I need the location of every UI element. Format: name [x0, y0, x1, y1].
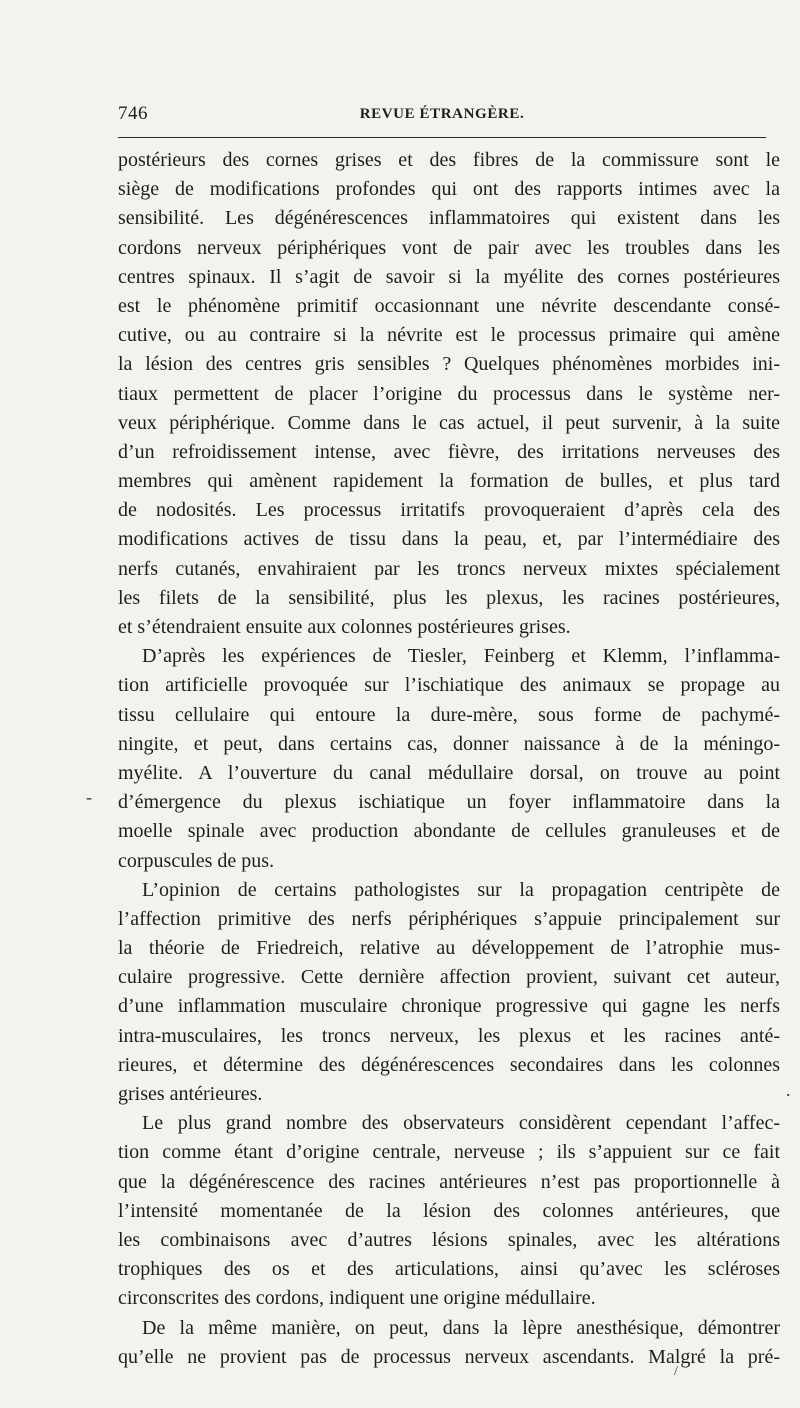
margin-slash-mark: / — [674, 1364, 678, 1379]
text-line: moelle spinale avec production abondante de cellules granuleuses et de — [118, 820, 780, 843]
text-line: la théorie de Friedreich, relative au développement de l’atrophie mus- — [118, 937, 780, 960]
text-line: postérieurs des cornes grises et des fibres de la commissure sont le — [118, 149, 780, 171]
text-line: siège de modifications profondes qui ont des rapports intimes avec la — [118, 178, 780, 201]
text-line: cordons nerveux périphériques vont de pair avec les troubles dans les — [118, 236, 780, 259]
text-line: membres qui amènent rapidement la formation de bulles, et plus tard — [118, 470, 780, 493]
text-line: l’intensité momentanée de la lésion des colonnes antérieures, que — [118, 1199, 780, 1222]
paragraph-end-line: et s’étendraient ensuite aux colonnes postérieures grises. — [118, 616, 571, 638]
header-rule — [118, 137, 766, 138]
text-line: les combinaisons avec d’autres lésions spinales, avec les altérations — [118, 1228, 780, 1251]
text-line: tiaux permettent de placer l’origine du processus dans le système ner- — [118, 382, 780, 405]
text-line: sensibilité. Les dégénérescences inflammatoires qui existent dans les — [118, 207, 780, 230]
text-line: est le phénomène primitif occasionnant une névrite descendante consé- — [118, 294, 780, 317]
paragraph-end-line: grises antérieures. — [118, 1083, 263, 1105]
text-line: qu’elle ne provient pas de processus nerveux ascendants. Malgré la pré- — [118, 1345, 780, 1368]
text-line: cutive, ou au contraire si la névrite est le processus primaire qui amène — [118, 324, 780, 347]
paragraph-start-line: L’opinion de certains pathologistes sur la propagation centripète de — [142, 878, 780, 901]
page-number: 746 — [118, 103, 148, 124]
paragraph-end-line: corpuscules de pus. — [118, 849, 275, 872]
page-header — [118, 103, 766, 131]
text-line: d’émergence du plexus ischiatique un foyer inflammatoire dans la — [118, 791, 780, 814]
text-line: tissu cellulaire qui entoure la dure-mère, sous forme de pachymé- — [118, 703, 780, 726]
margin-dot-mark: . — [786, 1080, 791, 1100]
text-line: l’affection primitive des nerfs périphériques s’appuie principalement sur — [118, 907, 780, 930]
text-line: culaire progressive. Cette dernière affection provient, suivant cet auteur, — [118, 966, 780, 989]
running-head: REVUE ÉTRANGÈRE. — [359, 106, 525, 122]
paragraph-start-line: De la même manière, on peut, dans la lèpre anesthésique, démontrer — [142, 1316, 780, 1339]
text-line: ningite, et peut, dans certains cas, donner naissance à de la méningo- — [118, 732, 780, 755]
text-line: nerfs cutanés, envahiraient par les troncs nerveux mixtes spécialement — [118, 557, 780, 580]
paragraph-start-line: D’après les expériences de Tiesler, Feinberg et Klemm, l’inflamma- — [142, 645, 780, 668]
body-text — [118, 146, 780, 1372]
text-line: modifications actives de tissu dans la peau, et, par l’intermédiaire des — [118, 528, 780, 551]
text-line: veux périphérique. Comme dans le cas actuel, il peut survenir, à la suite — [118, 411, 780, 434]
text-line: centres spinaux. Il s’agit de savoir si la myélite des cornes postérieures — [118, 265, 780, 288]
text-line: rieures, et détermine des dégénérescences secondaires dans les colonnes — [118, 1053, 780, 1076]
margin-dash-mark: - — [86, 787, 92, 807]
text-line: intra-musculaires, les troncs nerveux, les plexus et les racines anté- — [118, 1024, 780, 1047]
text-line: myélite. A l’ouverture du canal médullaire dorsal, on trouve au point — [118, 761, 780, 784]
text-line: tion comme étant d’origine centrale, nerveuse ; ils s’appuient sur ce fait — [118, 1141, 780, 1164]
text-line: tion artificielle provoquée sur l’ischiatique des animaux se propage au — [118, 674, 780, 697]
text-line: la lésion des centres gris sensibles ? Quelques phénomènes morbides ini- — [118, 353, 780, 376]
text-line: que la dégénérescence des racines antérieures n’est pas proportionnelle à — [118, 1170, 780, 1193]
text-line: d’un refroidissement intense, avec fièvre, des irritations nerveuses des — [118, 440, 780, 463]
text-line: d’une inflammation musculaire chronique progressive qui gagne les nerfs — [118, 995, 780, 1018]
paragraph-start-line: Le plus grand nombre des observateurs considèrent cependant l’affec- — [142, 1112, 780, 1135]
text-line: de nodosités. Les processus irritatifs provoqueraient d’après cela des — [118, 499, 780, 522]
paragraph-end-line: circonscrites des cordons, indiquent une origine médullaire. — [118, 1287, 596, 1310]
text-line: trophiques des os et des articulations, ainsi qu’avec les scléroses — [118, 1258, 780, 1281]
text-line: les filets de la sensibilité, plus les plexus, les racines postérieures, — [118, 586, 780, 609]
